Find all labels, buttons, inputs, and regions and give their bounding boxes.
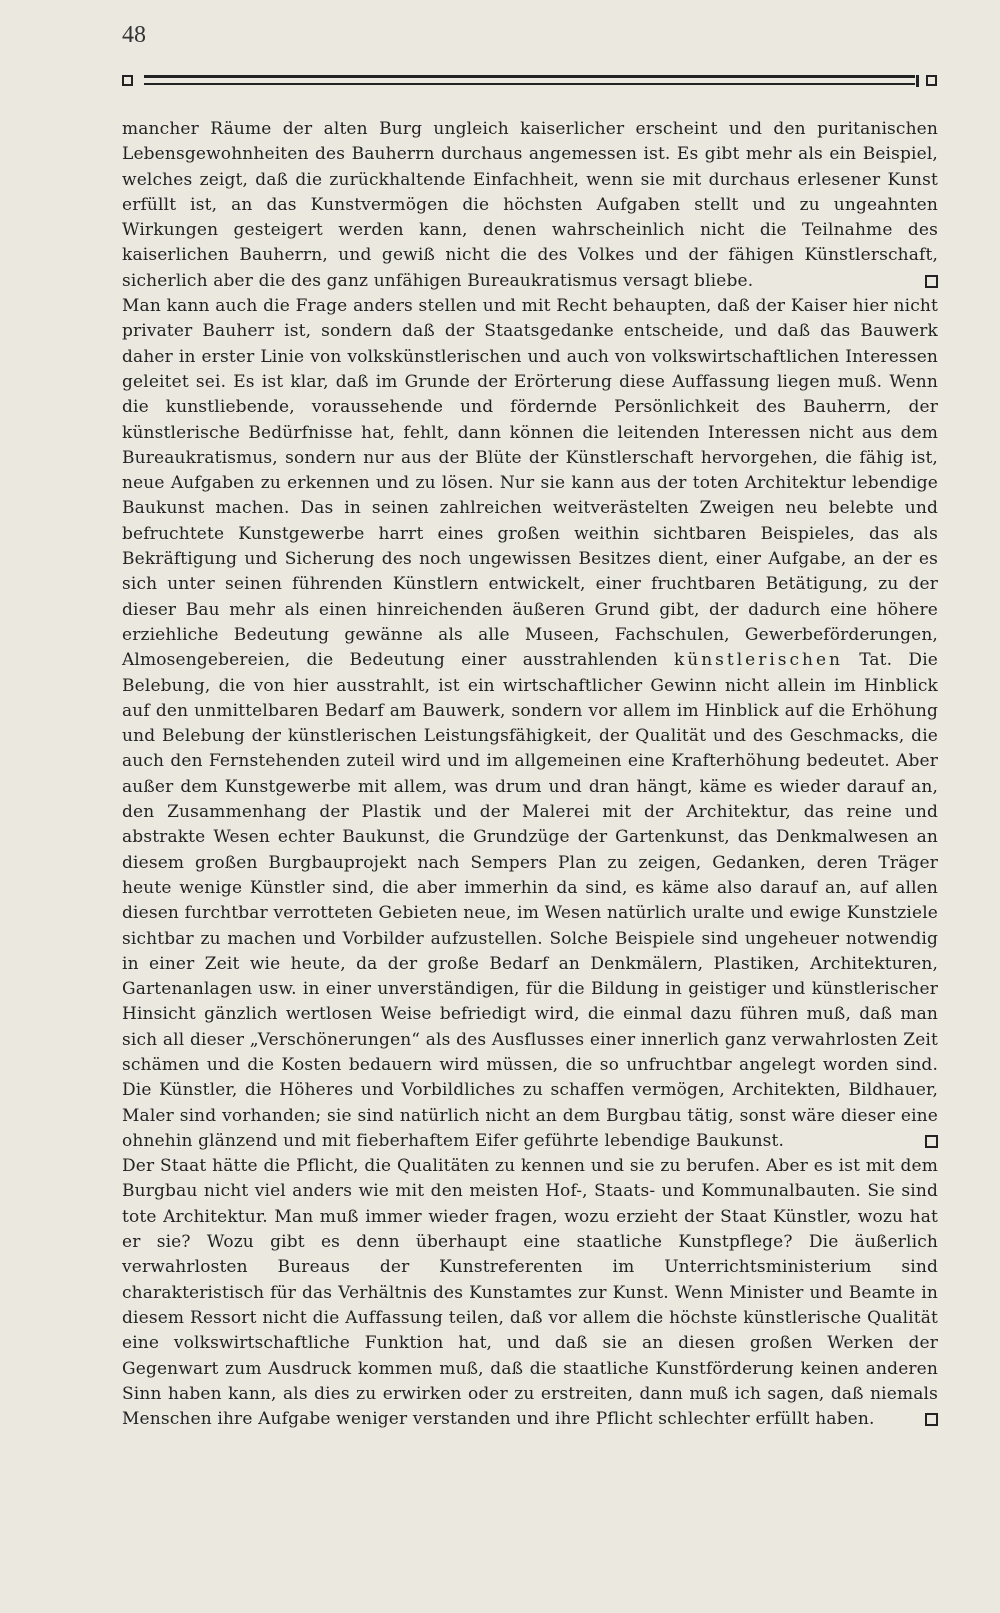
paragraph-3 bbox=[122, 1154, 938, 1432]
rule-square-left-icon bbox=[122, 75, 133, 86]
rule-line-thin bbox=[144, 83, 915, 85]
paragraph-1-text: mancher Räume der alten Burg ungleich kaiserlicher erscheint und den puritanischen Lebensgewohnheiten des Bauherrn durchaus angemessen ist. Es gibt mehr als ein Beispiel, welches zeigt, daß die zurückhaltende Einfachheit, wenn sie mit durchaus erlesener Kunst erfüllt ist, an das Kunstvermögen die höchsten Aufgaben stellt und zu ungeahnten Wirkungen gesteigert werden kann, denen wahrscheinlich nicht die Teilnahme des kaiserlichen Bauherrn, und gewiß nicht die des Volkes und der fähigen Künstlerschaft, sicherlich aber die des ganz unfähigen Bureaukratismus versagt bliebe. bbox=[122, 119, 938, 291]
paragraph-end-square-icon bbox=[925, 1135, 938, 1148]
paragraph-end-square-icon bbox=[925, 1413, 938, 1426]
paragraph-1 bbox=[122, 117, 938, 294]
paragraph-2-emphasis: künstlerischen bbox=[673, 650, 843, 671]
paragraph-end-square-icon bbox=[925, 275, 938, 288]
body-text bbox=[122, 117, 938, 1432]
rule-line-thick bbox=[144, 75, 915, 78]
paragraph-2 bbox=[122, 294, 938, 1154]
page-number: 48 bbox=[122, 22, 146, 48]
rule-end-cap bbox=[916, 75, 919, 87]
paragraph-3-text: Der Staat hätte die Pflicht, die Qualitäten zu kennen und sie zu berufen. Aber es ist mit dem Burgbau nicht viel anders wie mit den meisten Hof-, Staats- und Kommunalbauten. Sie sind tote Architektur. Man muß immer wieder fragen, wozu erzieht der Staat Künstler, wozu hat er sie? Wozu gibt es denn überhaupt eine staatliche Kunstpflege? Die äußerlich verwahrlosten Bureaus der Kunstreferenten im Unterrichtsministerium sind charakteristisch für das Verhältnis des Kunstamtes zur Kunst. Wenn Minister und Beamte in diesem Ressort nicht die Auffassung teilen, daß vor allem die höchste künstlerische Qualität eine volkswirtschaftliche Funktion hat, und daß sie an diesen großen Werken der Gegenwart zum Ausdruck kommen muß, daß die staatliche Kunstförderung keinen anderen Sinn haben kann, als dies zu erwirken oder zu erstreiten, dann muß ich sagen, daß niemals Menschen ihre Aufgabe weniger verstanden und ihre Pflicht schlechter erfüllt haben. bbox=[122, 1156, 938, 1430]
paragraph-2-text-after: Tat. Die Belebung, die von hier ausstrahlt, ist ein wirtschaftlicher Gewinn nicht allein im Hinblick auf den unmittelbaren Bedarf am Bauwerk, sondern vor allem im Hinblick auf die Erhöhung und Belebung der künstlerischen Leistungsfähigkeit, der Qualität und des Geschmacks, die auch den Fernstehenden zuteil wird und im allgemeinen eine Krafterhöhung bedeutet. Aber außer dem Kunstgewerbe mit allem, was drum und dran hängt, käme es wieder darauf an, den Zusammenhang der Plastik und der Malerei mit der Architektur, das reine und abstrakte Wesen echter Baukunst, die Grundzüge der Gartenkunst, das Denkmalwesen an diesem großen Burgbauprojekt nach Sempers Plan zu zeigen, Gedanken, deren Träger heute wenige Künstler sind, die aber immerhin da sind, es käme also darauf an, auf allen diesen furchtbar verrotteten Gebieten neue, im Wesen natürlich uralte und ewige Kunstziele sichtbar zu machen und Vorbilder aufzustellen. Solche Beispiele sind ungeheuer notwendig in einer Zeit wie heute, da der große Bedarf an Denkmälern, Plastiken, Architekturen, Gartenanlagen usw. in einer unverständigen, für die Bildung in geistiger und künstlerischer Hinsicht gänzlich wertlosen Weise befriedigt wird, die einmal dazu führen muß, daß man sich all dieser „Verschönerungen“ als des Ausflusses einer innerlich ganz verwahrlosten Zeit schämen und die Kosten bedauern wird müssen, die so unfruchtbar angelegt worden sind. Die Künstler, die Höheres und Vorbildliches zu schaffen vermögen, Architekten, Bildhauer, Maler sind vorhanden; sie sind natürlich nicht an dem Burgbau tätig, sonst wäre dieser eine ohnehin glänzend und mit fieberhaftem Eifer geführte lebendige Baukunst. bbox=[122, 650, 938, 1151]
rule-square-right-icon bbox=[926, 75, 937, 86]
paragraph-2-text-before: Man kann auch die Frage anders stellen und mit Recht behaupten, daß der Kaiser hier nicht privater Bauherr ist, sondern daß der Staatsgedanke entscheide, und daß das Bauwerk daher in erster Linie von volkskünstlerischen und auch von volkswirtschaftlichen Interessen geleitet sei. Es ist klar, daß im Grunde der Erörterung diese Auffassung liegen muß. Wenn die kunstliebende, voraussehende und fördernde Persönlichkeit des Bauherrn, der künstlerische Bedürfnisse hat, fehlt, dann können die leitenden Interessen nicht aus dem Bureaukratismus, sondern nur aus der Blüte der Künstlerschaft hervorgehen, die fähig ist, neue Aufgaben zu erkennen und zu lösen. Nur sie kann aus der toten Architektur lebendige Baukunst machen. Das in seinen zahlreichen weitverästelten Zweigen neu belebte und befruchtete Kunstgewerbe harrt eines großen weithin sichtbaren Beispieles, das als Bekräftigung und Sicherung des noch ungewissen Besitzes dient, einer Aufgabe, an der es sich unter seinen führenden Künstlern entwickelt, einer fruchtbaren Betätigung, zu der dieser Bau mehr als einen hinreichenden äußeren Grund gibt, der dadurch eine höhere erziehliche Bedeutung gewänne als alle Museen, Fachschulen, Gewerbeförderungen, Almosengebereien, die Bedeutung einer ausstrahlenden bbox=[122, 296, 938, 671]
ornamental-rule bbox=[122, 73, 937, 91]
